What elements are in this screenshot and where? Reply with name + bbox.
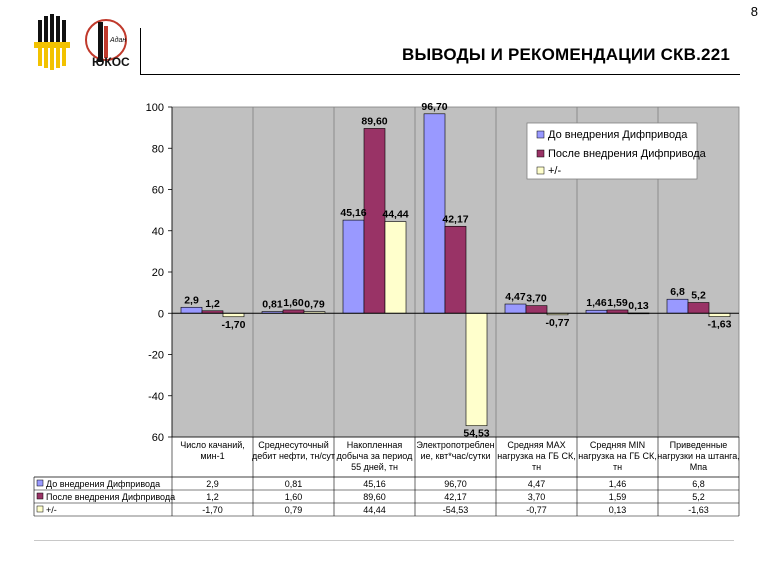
bar-s2-c6 [709,313,730,316]
table-row-label: До внедрения Дифпривода [46,479,161,489]
table-cell: 0,79 [284,505,303,515]
table-cell: -54,53 [442,505,469,515]
y-tick-label: 60 [151,432,164,444]
legend-swatch-diff [537,167,544,174]
y-tick-label: 60 [151,184,164,197]
legend-label-diff: +/- [548,165,562,177]
y-tick-label: 20 [151,267,164,279]
table-cell: -1,70 [202,505,223,515]
bar-label-s1-c3: 42,17 [442,213,469,226]
page-number: 8 [750,4,758,19]
table-category-label: Электропотреблен [416,440,495,450]
bar-label-s0-c3: 96,70 [421,100,448,113]
y-tick-label: 40 [151,225,164,238]
table-category-label: Средняя MIN [589,440,646,450]
bar-label-s2-c4: -0,77 [545,316,570,329]
y-tick-label: -40 [148,390,164,403]
bar-label-s1-c0: 1,2 [205,297,220,310]
bar-label-s1-c5: 1,59 [607,296,628,309]
table-category-label: Мпа [689,462,708,472]
bar-s1-c6 [688,303,709,314]
bar-label-s0-c1: 0,81 [262,298,283,311]
bar-s1-c4 [526,306,547,314]
y-tick-label: -20 [148,349,164,362]
y-tick-label: 0 [157,308,164,321]
table-cell: 44,44 [363,505,386,515]
table-category-label: 55 дней, тн [351,462,398,472]
table-cell: -0,77 [526,505,547,515]
table-cell: 3,70 [527,492,546,502]
table-cell: 96,70 [444,479,467,489]
bottom-rule [34,540,734,541]
table-cell: 6,8 [692,479,705,489]
table-row-swatch [37,480,43,486]
legend-label-before: До внедрения Дифпривода [548,129,688,141]
bar-s2-c3 [466,313,487,425]
table-category-label: Средняя MAX [507,440,566,450]
legend-swatch-after [537,150,544,157]
bar-s2-c2 [385,222,406,314]
bar-label-s0-c6: 6,8 [670,286,685,299]
bar-label-s0-c0: 2,9 [184,294,199,307]
legend-label-after: После внедрения Дифпривода [548,148,706,160]
table-category-label: тн [612,462,623,472]
table-category-label: Число качаний, [180,440,245,450]
table-cell: 4,47 [527,479,546,489]
table-cell: 1,59 [608,492,627,502]
bar-label-s0-c4: 4,47 [505,291,526,304]
table-category-label: добыча за период [336,451,413,461]
y-tick-label: 80 [151,143,164,156]
bar-label-s1-c6: 5,2 [691,289,706,302]
bar-label-s1-c1: 1,60 [283,296,304,309]
table-cell: 1,60 [284,492,303,502]
table-category-label: тн [531,462,542,472]
table-category-label: ие, квт*час/сутки [420,451,491,461]
table-row-swatch [37,493,43,499]
table-cell: 89,60 [363,492,386,502]
table-cell: 42,17 [444,492,467,502]
bar-label-s1-c4: 3,70 [526,292,547,305]
table-category-label: нагрузка на ГБ СК, [578,451,657,461]
bar-label-s2-c3: 54,53 [463,427,490,440]
bar-label-s2-c0: -1,70 [221,318,246,331]
bar-s0-c6 [667,299,688,313]
table-category-label: мин-1 [200,451,225,461]
bar-label-s2-c2: 44,44 [382,208,409,221]
bar-label-s0-c2: 45,16 [340,207,367,220]
table-cell: -1,63 [688,505,709,515]
bar-s0-c4 [505,304,526,313]
bar-s0-c2 [343,220,364,313]
bar-s2-c0 [223,313,244,317]
bar-label-s0-c5: 1,46 [586,297,607,310]
yukos-text: ЮКОС [92,55,130,69]
bar-label-s2-c5: 0,13 [628,299,649,312]
table-row-label: +/- [46,505,57,515]
page-title: ВЫВОДЫ И РЕКОМЕНДАЦИИ СКВ.221 [401,45,730,64]
legend [527,123,707,179]
bar-s1-c2 [364,128,385,313]
table-row-swatch [37,506,43,512]
table-cell: 2,9 [206,479,219,489]
table-cell: 45,16 [363,479,386,489]
table-cell: 0,81 [284,479,303,489]
bar-s0-c0 [181,307,202,313]
table-category-label: дебит нефти, тн/сут [251,451,336,461]
bar-label-s1-c2: 89,60 [361,115,388,128]
bar-s1-c3 [445,226,466,313]
table-category-label: Приведенные [669,440,728,450]
yukos-small-text: Aдан [110,37,127,44]
y-tick-label: 100 [145,102,164,114]
table-category-label: Накопленная [346,440,403,450]
table-category-label: Среднесуточный [258,440,329,450]
table-category-label: нагрузки на штанга, [657,451,740,461]
table-cell: 5,2 [692,492,705,502]
legend-swatch-before [537,131,544,138]
data-table [34,437,740,516]
table-category-label: нагрузка на ГБ СК, [497,451,576,461]
table-cell: 1,2 [206,492,219,502]
bar-label-s2-c6: -1,63 [707,318,732,331]
table-cell: 1,46 [608,479,627,489]
table-row-label: После внедрения Дифпривода [46,492,176,502]
y-axis-ticks [146,102,172,444]
bar-label-s2-c1: 0,79 [304,298,325,311]
table-cell: 0,13 [608,505,627,515]
